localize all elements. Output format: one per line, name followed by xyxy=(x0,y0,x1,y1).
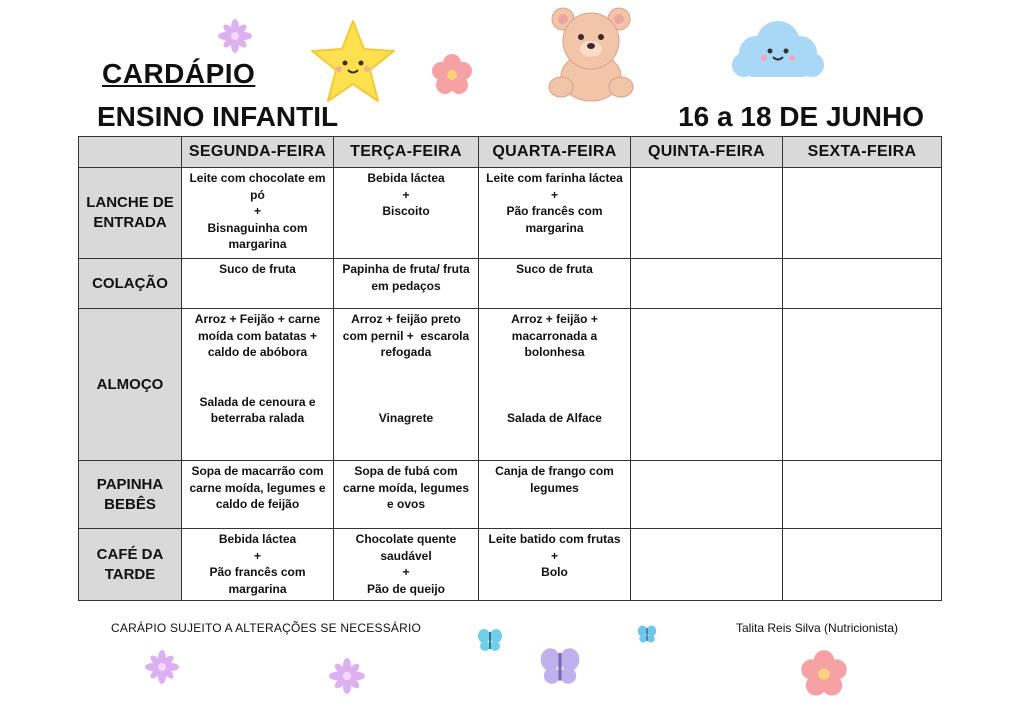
menu-cell-thursday xyxy=(631,529,783,601)
meal-label: LANCHE DE ENTRADA xyxy=(79,168,182,259)
butterfly-icon xyxy=(637,624,657,644)
disclaimer-note: CARÁPIO SUJEITO A ALTERAÇÕES SE NECESSÁRIO xyxy=(111,621,422,635)
menu-cell-thursday xyxy=(631,461,783,529)
table-header-row xyxy=(79,137,942,168)
menu-item-line: + xyxy=(253,204,261,218)
date-range: 16 a 18 DE JUNHO xyxy=(678,101,924,132)
meal-label: PAPINHA BEBÊS xyxy=(79,461,182,529)
meal-label: COLAÇÃO xyxy=(79,259,182,309)
menu-cell-monday xyxy=(182,309,334,461)
meal-label: CAFÉ DA TARDE xyxy=(79,529,182,601)
menu-item-line: Salada de cenoura e beterraba ralada xyxy=(199,394,319,425)
menu-title: CARDÁPIO xyxy=(102,58,256,89)
menu-item-line: Bebida láctea xyxy=(218,532,297,546)
butterfly-icon xyxy=(537,645,583,687)
nutritionist-signature: Talita Reis Silva (Nutricionista) xyxy=(736,621,899,635)
menu-cell-tuesday xyxy=(334,259,479,309)
menu-item-line: Leite com farinha láctea xyxy=(486,171,623,185)
menu-cell-friday xyxy=(783,461,942,529)
menu-item-line: Chocolate quente saudável xyxy=(355,532,460,563)
menu-item-line xyxy=(186,361,329,378)
menu-item-line xyxy=(186,377,329,394)
table-row xyxy=(79,461,942,529)
menu-cell-thursday xyxy=(631,309,783,461)
corner-cell xyxy=(79,137,182,168)
menu-cell-thursday xyxy=(631,168,783,259)
menu-item-line: + xyxy=(253,548,261,563)
star-icon xyxy=(308,17,398,105)
menu-cell-friday xyxy=(783,168,942,259)
menu-item-line: Sopa de macarrão com carne moída, legumes e caldo de feijão xyxy=(189,464,329,511)
day-header-thursday: QUINTA-FEIRA xyxy=(631,137,783,168)
menu-item-line: + xyxy=(550,187,558,202)
menu-item-line: Canja de frango com legumes xyxy=(495,464,618,495)
menu-cell-tuesday xyxy=(334,461,479,529)
flower-icon xyxy=(430,53,474,97)
menu-item-line xyxy=(483,377,626,394)
menu-item-line: Suco de fruta xyxy=(219,262,296,276)
day-header-tuesday: TERÇA-FEIRA xyxy=(334,137,479,168)
menu-cell-wednesday xyxy=(479,309,631,461)
menu-item-line: Biscoito xyxy=(382,204,430,218)
menu-cell-wednesday xyxy=(479,529,631,601)
flower-icon xyxy=(145,650,179,684)
menu-item-line: Leite batido com frutas xyxy=(488,532,621,546)
butterfly-icon xyxy=(477,627,503,653)
menu-item-line: Arroz + feijão + macarronada a bolonhesa xyxy=(511,312,602,359)
table-row xyxy=(79,259,942,309)
teddy-bear-icon xyxy=(545,5,637,103)
menu-item-line: Vinagrete xyxy=(378,411,434,425)
day-header-friday: SEXTA-FEIRA xyxy=(783,137,942,168)
menu-item-line xyxy=(483,361,626,378)
menu-cell-monday xyxy=(182,259,334,309)
cloud-icon xyxy=(730,15,826,85)
table-row xyxy=(79,529,942,601)
menu-item-line xyxy=(483,394,626,411)
menu-item-line: + xyxy=(550,548,558,563)
menu-item-line xyxy=(338,377,474,394)
menu-item-line: Papinha de fruta/ fruta em pedaços xyxy=(342,262,474,293)
menu-cell-friday xyxy=(783,529,942,601)
menu-cell-tuesday xyxy=(334,529,479,601)
table-row xyxy=(79,309,942,461)
school-level-title: ENSINO INFANTIL xyxy=(97,101,339,132)
menu-cell-wednesday xyxy=(479,259,631,309)
flower-icon xyxy=(329,658,365,694)
menu-item-line: + xyxy=(402,565,410,579)
menu-item-line: Salada de Alface xyxy=(507,411,602,425)
table-row xyxy=(79,168,942,259)
menu-item-line: Pão francês com margarina xyxy=(506,204,606,235)
menu-cell-friday xyxy=(783,309,942,461)
menu-cell-tuesday xyxy=(334,309,479,461)
menu-cell-monday xyxy=(182,168,334,259)
menu-item-line xyxy=(338,361,474,378)
menu-item-line xyxy=(338,394,474,411)
menu-item-line: Sopa de fubá com carne moída, legumes e ovos xyxy=(342,464,473,511)
menu-item-line: Pão de queijo xyxy=(366,581,445,596)
day-header-monday: SEGUNDA-FEIRA xyxy=(182,137,334,168)
menu-item-line: Arroz + feijão preto com pernil + escarola refogada xyxy=(342,312,473,359)
flower-icon xyxy=(218,19,252,53)
menu-item-line: Bolo xyxy=(541,565,568,579)
meal-label: ALMOÇO xyxy=(79,309,182,461)
menu-item-line: Arroz + Feijão + carne moída com batatas + caldo de abóbora xyxy=(194,312,324,359)
menu-item-line: + xyxy=(402,187,410,202)
menu-item-line: Bisnaguinha com margarina xyxy=(207,220,311,251)
menu-item-line: Suco de fruta xyxy=(516,262,593,276)
menu-cell-tuesday xyxy=(334,168,479,259)
menu-cell-thursday xyxy=(631,259,783,309)
flower-icon xyxy=(793,649,855,699)
menu-item-line: Bebida láctea xyxy=(367,171,445,185)
menu-cell-wednesday xyxy=(479,168,631,259)
menu-cell-monday xyxy=(182,461,334,529)
menu-item-line: Leite com chocolate em pó xyxy=(189,171,329,202)
menu-cell-friday xyxy=(783,259,942,309)
menu-cell-monday xyxy=(182,529,334,601)
day-header-wednesday: QUARTA-FEIRA xyxy=(479,137,631,168)
menu-table xyxy=(78,136,942,601)
menu-cell-wednesday xyxy=(479,461,631,529)
menu-item-line: Pão francês com margarina xyxy=(209,565,309,596)
